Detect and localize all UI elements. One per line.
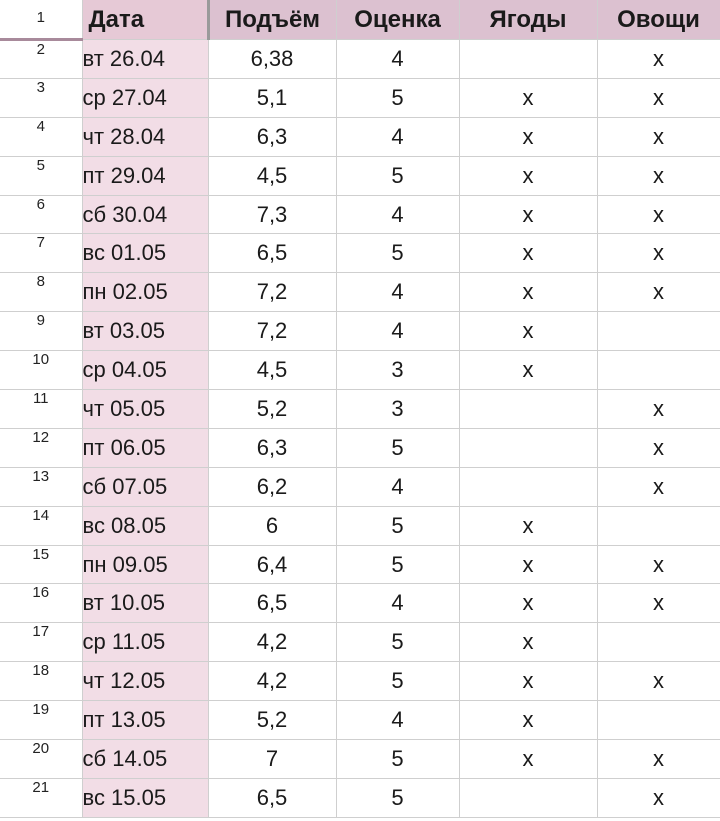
row-number[interactable]: 9 [0,312,82,351]
cell-rating[interactable]: 5 [336,506,459,545]
cell-date[interactable]: ср 04.05 [82,351,208,390]
cell-rating[interactable]: 5 [336,545,459,584]
row-number[interactable]: 17 [0,623,82,662]
cell-rise[interactable]: 7,2 [208,273,336,312]
cell-vegetables[interactable]: x [597,662,720,701]
cell-vegetables[interactable]: x [597,40,720,79]
cell-date[interactable]: ср 27.04 [82,78,208,117]
cell-vegetables[interactable]: x [597,740,720,779]
table-row [0,584,720,623]
cell-berries[interactable] [459,778,597,817]
column-header-rise[interactable]: Подъём [208,0,336,40]
cell-rating[interactable]: 5 [336,623,459,662]
column-header-date[interactable]: Дата [82,0,208,40]
cell-date[interactable]: ср 11.05 [82,623,208,662]
cell-rating[interactable]: 3 [336,390,459,429]
cell-rise[interactable]: 4,5 [208,156,336,195]
cell-berries[interactable] [459,428,597,467]
cell-rise[interactable]: 6,5 [208,584,336,623]
cell-rise[interactable]: 6,2 [208,467,336,506]
column-header-vegetables[interactable]: Овощи [597,0,720,40]
row-number[interactable]: 14 [0,506,82,545]
table-row [0,195,720,234]
cell-rating[interactable]: 4 [336,312,459,351]
row-number[interactable]: 15 [0,545,82,584]
cell-rise[interactable]: 6,5 [208,778,336,817]
row-number[interactable]: 16 [0,584,82,623]
row-number[interactable]: 2 [0,40,82,79]
cell-rise[interactable]: 7 [208,740,336,779]
cell-berries[interactable]: x [459,273,597,312]
cell-rise[interactable]: 6,4 [208,545,336,584]
row-number[interactable]: 11 [0,390,82,429]
cell-vegetables[interactable]: x [597,778,720,817]
table-row [0,701,720,740]
table-row [0,506,720,545]
cell-rating[interactable]: 4 [336,40,459,79]
row-number[interactable]: 4 [0,117,82,156]
cell-date[interactable]: вт 26.04 [82,40,208,79]
cell-berries[interactable]: x [459,351,597,390]
cell-rating[interactable]: 4 [336,117,459,156]
cell-berries[interactable]: x [459,623,597,662]
table-row [0,156,720,195]
row-number[interactable]: 12 [0,428,82,467]
row-number[interactable]: 20 [0,740,82,779]
row-number[interactable]: 10 [0,351,82,390]
cell-vegetables[interactable]: x [597,117,720,156]
cell-vegetables[interactable]: x [597,467,720,506]
table-row [0,740,720,779]
cell-date[interactable]: чт 05.05 [82,390,208,429]
cell-berries[interactable]: x [459,662,597,701]
cell-rise[interactable]: 6,3 [208,428,336,467]
cell-berries[interactable]: x [459,117,597,156]
table-row [0,117,720,156]
cell-date[interactable]: пт 06.05 [82,428,208,467]
cell-rise[interactable]: 4,2 [208,623,336,662]
cell-berries[interactable]: x [459,506,597,545]
cell-rise[interactable]: 7,3 [208,195,336,234]
cell-date[interactable]: чт 28.04 [82,117,208,156]
cell-date[interactable]: сб 14.05 [82,740,208,779]
row-number[interactable]: 13 [0,467,82,506]
cell-date[interactable]: вс 08.05 [82,506,208,545]
cell-berries[interactable]: x [459,545,597,584]
table-row [0,273,720,312]
cell-date[interactable]: пт 13.05 [82,701,208,740]
cell-vegetables[interactable]: x [597,78,720,117]
column-header-berries[interactable]: Ягоды [459,0,597,40]
cell-rating[interactable]: 5 [336,234,459,273]
row-number-header[interactable]: 1 [0,0,82,40]
cell-rating[interactable]: 4 [336,584,459,623]
cell-date[interactable]: сб 30.04 [82,195,208,234]
row-number[interactable]: 5 [0,156,82,195]
cell-date[interactable]: сб 07.05 [82,467,208,506]
cell-date[interactable]: вс 01.05 [82,234,208,273]
table-row [0,467,720,506]
cell-vegetables[interactable]: x [597,195,720,234]
cell-rating[interactable]: 3 [336,351,459,390]
cell-date[interactable]: вс 15.05 [82,778,208,817]
cell-rating[interactable]: 5 [336,778,459,817]
row-number[interactable]: 21 [0,778,82,817]
cell-rise[interactable]: 5,1 [208,78,336,117]
cell-rating[interactable]: 5 [336,156,459,195]
cell-rating[interactable]: 5 [336,428,459,467]
cell-vegetables[interactable] [597,701,720,740]
table-row [0,428,720,467]
row-number[interactable]: 3 [0,78,82,117]
cell-vegetables[interactable] [597,312,720,351]
cell-rise[interactable]: 4,2 [208,662,336,701]
cell-vegetables[interactable]: x [597,273,720,312]
cell-berries[interactable]: x [459,156,597,195]
table-row [0,778,720,817]
cell-rise[interactable]: 6,5 [208,234,336,273]
row-number[interactable]: 8 [0,273,82,312]
cell-rise[interactable]: 5,2 [208,701,336,740]
table-row [0,78,720,117]
cell-berries[interactable]: x [459,584,597,623]
row-number[interactable]: 7 [0,234,82,273]
cell-berries[interactable] [459,40,597,79]
cell-rating[interactable]: 4 [336,273,459,312]
cell-berries[interactable]: x [459,234,597,273]
cell-date[interactable]: пт 29.04 [82,156,208,195]
cell-vegetables[interactable]: x [597,584,720,623]
cell-berries[interactable]: x [459,701,597,740]
cell-berries[interactable]: x [459,740,597,779]
cell-vegetables[interactable]: x [597,545,720,584]
table-row [0,662,720,701]
cell-rise[interactable]: 6,38 [208,40,336,79]
table-row [0,312,720,351]
cell-berries[interactable] [459,467,597,506]
cell-vegetables[interactable] [597,506,720,545]
cell-vegetables[interactable]: x [597,428,720,467]
cell-date[interactable]: вт 10.05 [82,584,208,623]
cell-rating[interactable]: 4 [336,701,459,740]
cell-berries[interactable]: x [459,195,597,234]
table-row [0,351,720,390]
cell-date[interactable]: пн 09.05 [82,545,208,584]
cell-rise[interactable]: 6,3 [208,117,336,156]
table-row [0,545,720,584]
cell-date[interactable]: пн 02.05 [82,273,208,312]
row-number[interactable]: 19 [0,701,82,740]
cell-berries[interactable]: x [459,78,597,117]
cell-vegetables[interactable] [597,623,720,662]
cell-vegetables[interactable]: x [597,156,720,195]
cell-rating[interactable]: 5 [336,662,459,701]
cell-vegetables[interactable]: x [597,234,720,273]
cell-rise[interactable]: 6 [208,506,336,545]
row-number[interactable]: 18 [0,662,82,701]
cell-rating[interactable]: 4 [336,467,459,506]
cell-rating[interactable]: 4 [336,195,459,234]
table-row [0,390,720,429]
cell-date[interactable]: вт 03.05 [82,312,208,351]
cell-berries[interactable]: x [459,312,597,351]
table-row [0,234,720,273]
table-row [0,623,720,662]
cell-rise[interactable]: 7,2 [208,312,336,351]
cell-rise[interactable]: 4,5 [208,351,336,390]
cell-vegetables[interactable]: x [597,390,720,429]
table-row [0,40,720,79]
header-row [0,0,720,40]
cell-rating[interactable]: 5 [336,740,459,779]
cell-date[interactable]: чт 12.05 [82,662,208,701]
cell-rating[interactable]: 5 [336,78,459,117]
cell-rise[interactable]: 5,2 [208,390,336,429]
cell-vegetables[interactable] [597,351,720,390]
cell-berries[interactable] [459,390,597,429]
row-number[interactable]: 6 [0,195,82,234]
column-header-rating[interactable]: Оценка [336,0,459,40]
